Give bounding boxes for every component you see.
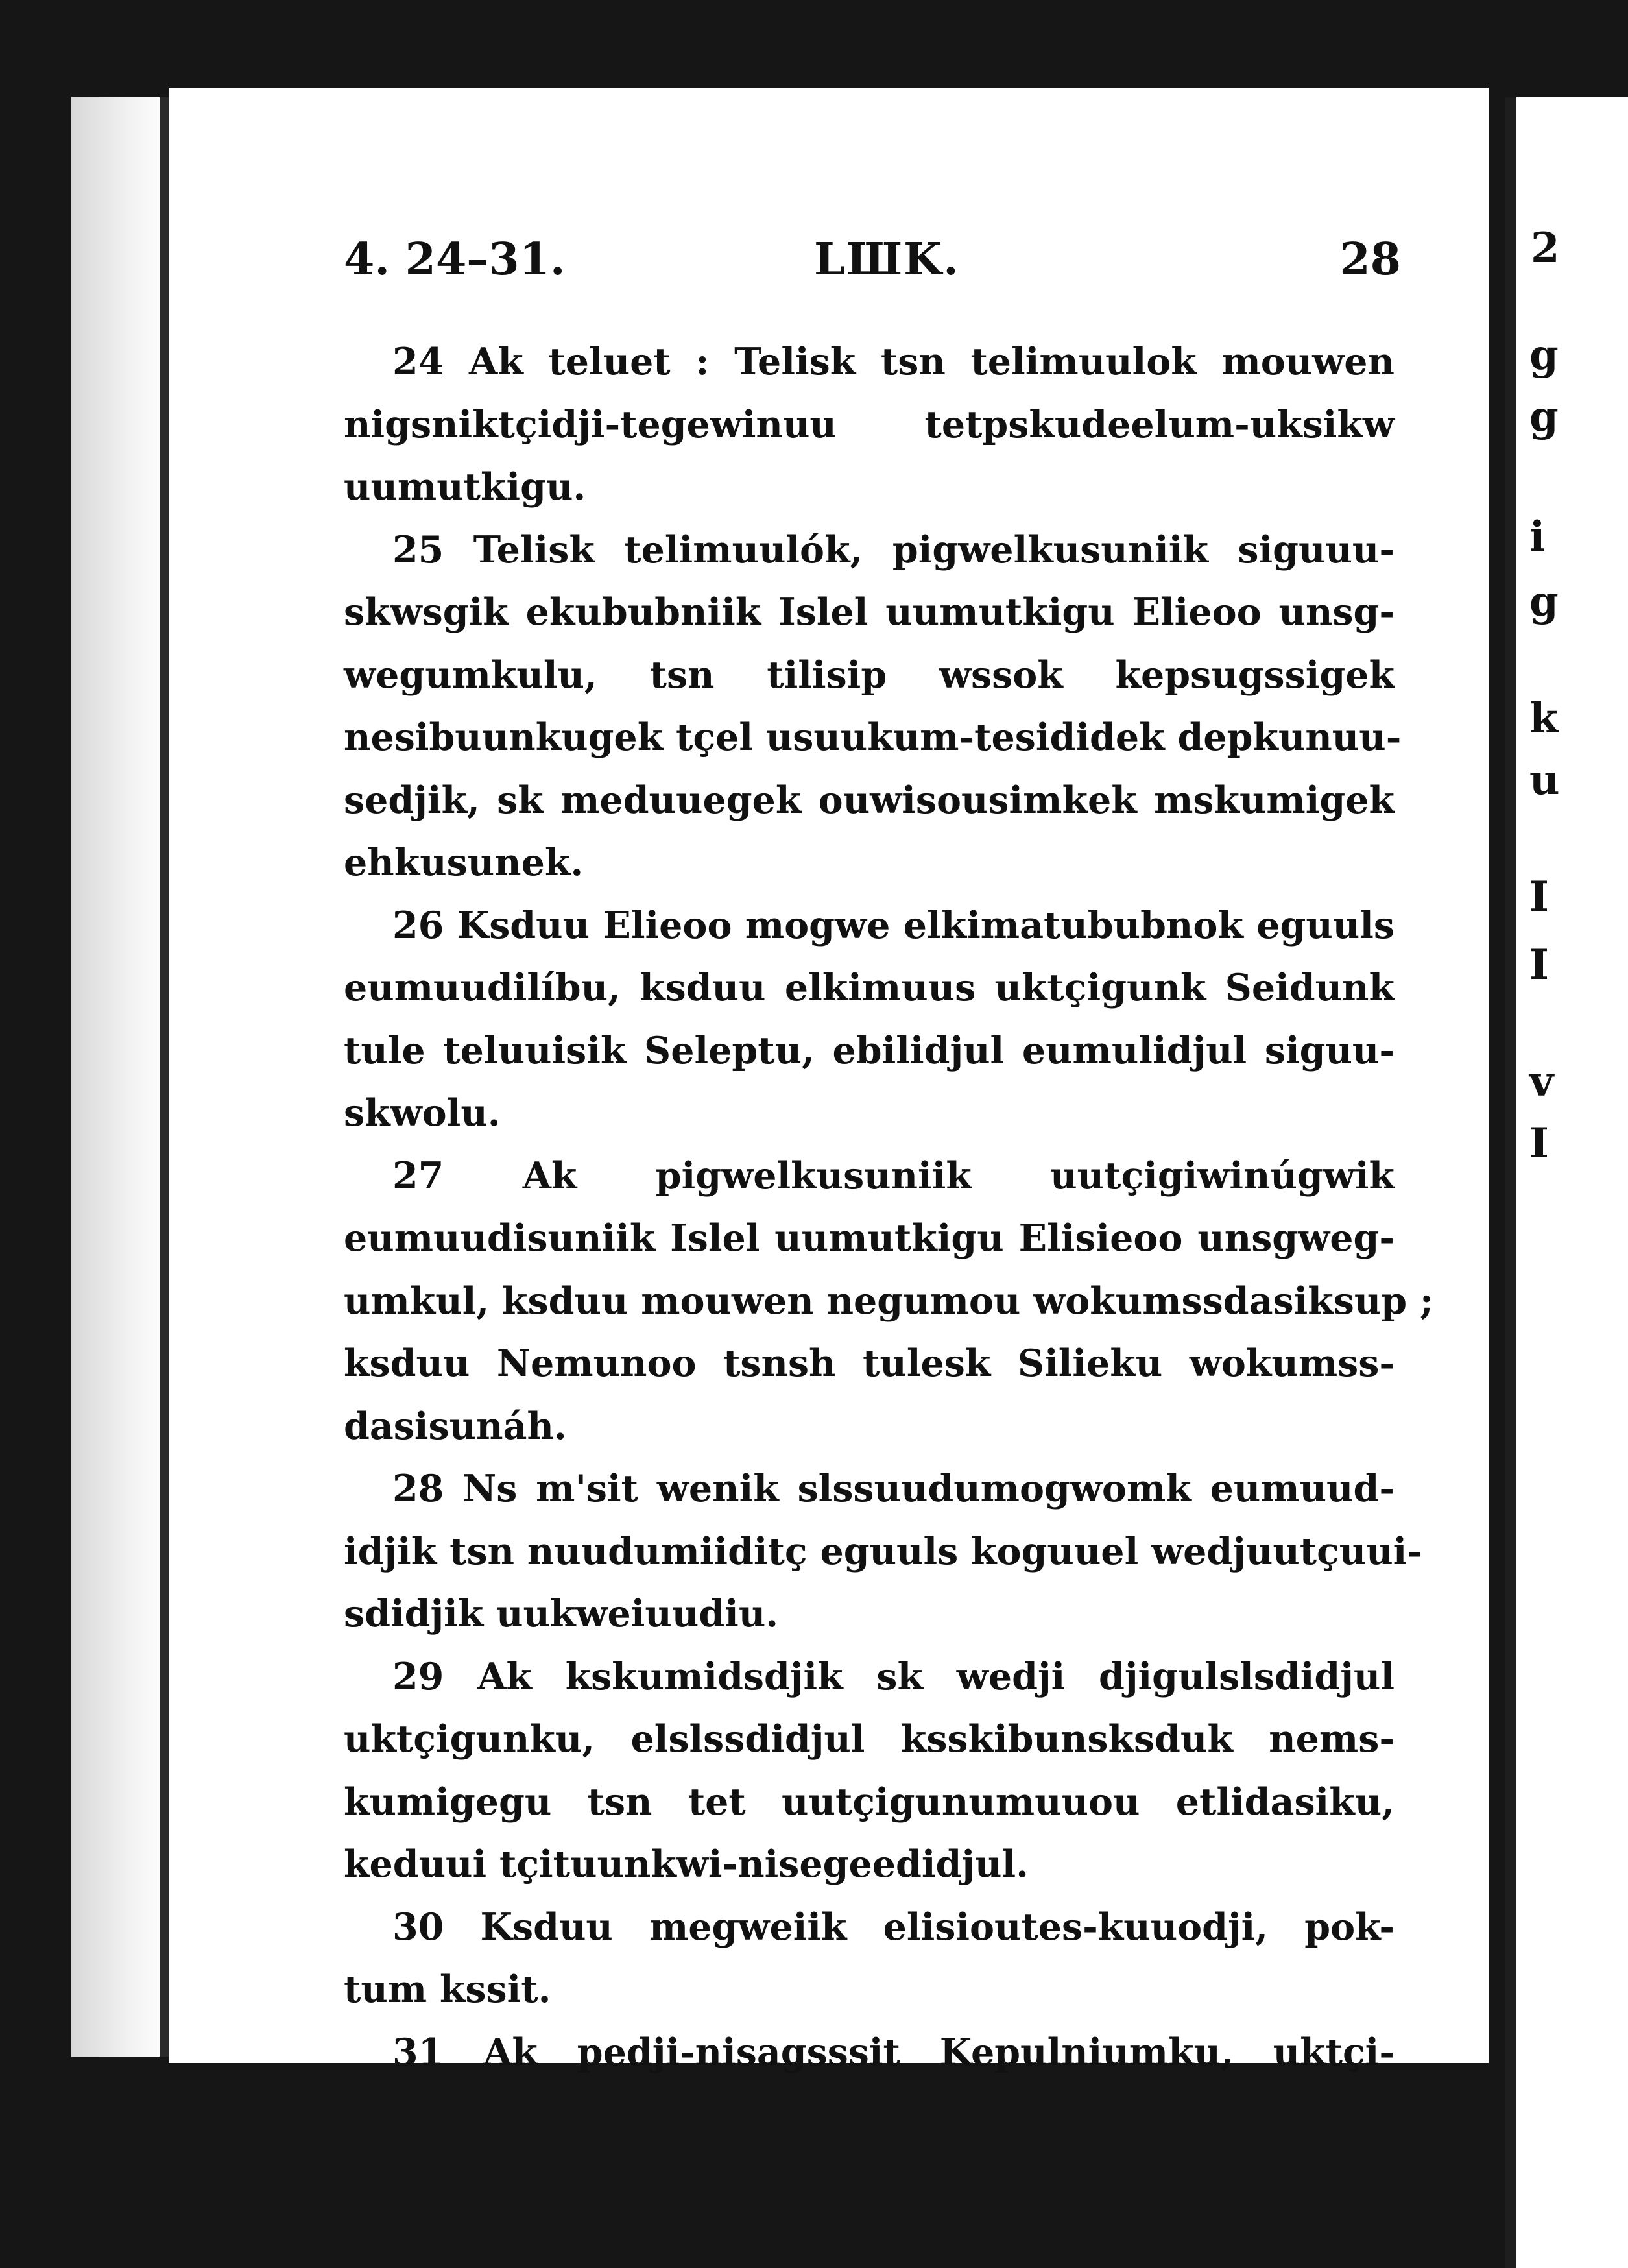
text-line: 27 Ak pigwelkusuniik uutçigiwinúgwik	[392, 1153, 1395, 1198]
fragment-char: g	[1529, 577, 1559, 626]
fragment-char: I	[1529, 941, 1549, 989]
fragment-char: k	[1529, 694, 1559, 743]
next-page-edge	[1505, 97, 1628, 2268]
text-line: dasisunáh.	[344, 1404, 567, 1448]
running-header	[344, 234, 1401, 285]
text-line: ehkusunek.	[344, 841, 584, 884]
fragment-char: I	[1529, 873, 1549, 921]
text-line: idjik tsn nuudumiiditç eguuls koguuel wedjuutçuui-	[344, 1529, 1422, 1573]
text-line: sedjik, sk meduuegek ouwisousimkek mskumigek	[344, 778, 1395, 822]
fragment-char: i	[1529, 513, 1546, 561]
text-line: eumuudilíbu, ksduu elkimuus uktçigunk Seidunk	[344, 966, 1395, 1009]
text-line: uumutkigu.	[344, 465, 586, 509]
text-line: eumuudisuniik Islel uumutkigu Elisieoo unsgweg-	[344, 1216, 1395, 1260]
text-line: umkul, ksduu mouwen negumou wokumssdasiksup ;	[344, 1279, 1434, 1323]
text-line: 31 Ak pedji-nisagsssit Kepulniumku, uktçi-	[392, 2030, 1395, 2074]
fragment-char: I	[1529, 1119, 1549, 1168]
text-line: 24 Ak teluet : Telisk tsn telimuulok mouwen	[392, 340, 1395, 383]
text-line: skwolu.	[344, 1091, 501, 1135]
text-line: 29 Ak kskumidsdjik sk wedji djigulslsdidjul	[392, 1654, 1395, 1698]
text-line: tule teluuisik Seleptu, ebilidjul eumulidjul siguu-	[344, 1028, 1395, 1072]
text-line: 25 Telisk telimuulók, pigwelkusuniik siguuu-	[392, 527, 1395, 572]
body-text	[344, 331, 1434, 2084]
text-line: nigsniktçidji-tegewinuu tetpskudeelum-uksikw	[344, 402, 1395, 446]
page-number: 28	[1339, 234, 1401, 285]
fragment-char: v	[1529, 1057, 1554, 1106]
text-line: wegumkulu, tsn tilisip wssok kepsugssigek	[344, 653, 1395, 697]
fragment-char: g	[1529, 331, 1559, 380]
text-line: uktçigunku, elslssdidjul ksskibunsksduk nems-	[344, 1717, 1395, 1761]
text-line: 30 Ksduu megweiik elisioutes-kuuodji, pok-	[392, 1905, 1395, 1949]
book-title: LШK.	[814, 234, 960, 285]
text-line: skwsgik ekububniik Islel uumutkigu Elieoo unsg-	[344, 590, 1395, 634]
text-line: sdidjik uukweiuudiu.	[344, 1592, 779, 1635]
text-line: keduui tçituunkwi-nisegeedidjul.	[344, 1842, 1029, 1886]
previous-page-edge	[71, 97, 169, 2057]
text-line: kumigegu tsn tet uutçigunumuuou etlidasiku,	[344, 1779, 1395, 1824]
text-line: nesibuunkugek tçel usuukum-tesididek depkunuu-	[344, 716, 1402, 759]
chapter-verse-range: 4. 24–31.	[344, 234, 566, 285]
fragment-char: g	[1529, 392, 1559, 441]
fragment-char: u	[1529, 756, 1560, 804]
text-line: tum kssit.	[344, 1968, 551, 2011]
text-line: ksduu Nemunoo tsnsh tulesk Silieku wokumss-	[344, 1342, 1395, 1385]
text-line: 26 Ksduu Elieoo mogwe elkimatububnok eguuls	[392, 903, 1395, 947]
text-line: 28 Ns m'sit wenik slssuudumogwomk eumuud-	[392, 1467, 1395, 1510]
fragment-char: 2	[1531, 224, 1560, 272]
